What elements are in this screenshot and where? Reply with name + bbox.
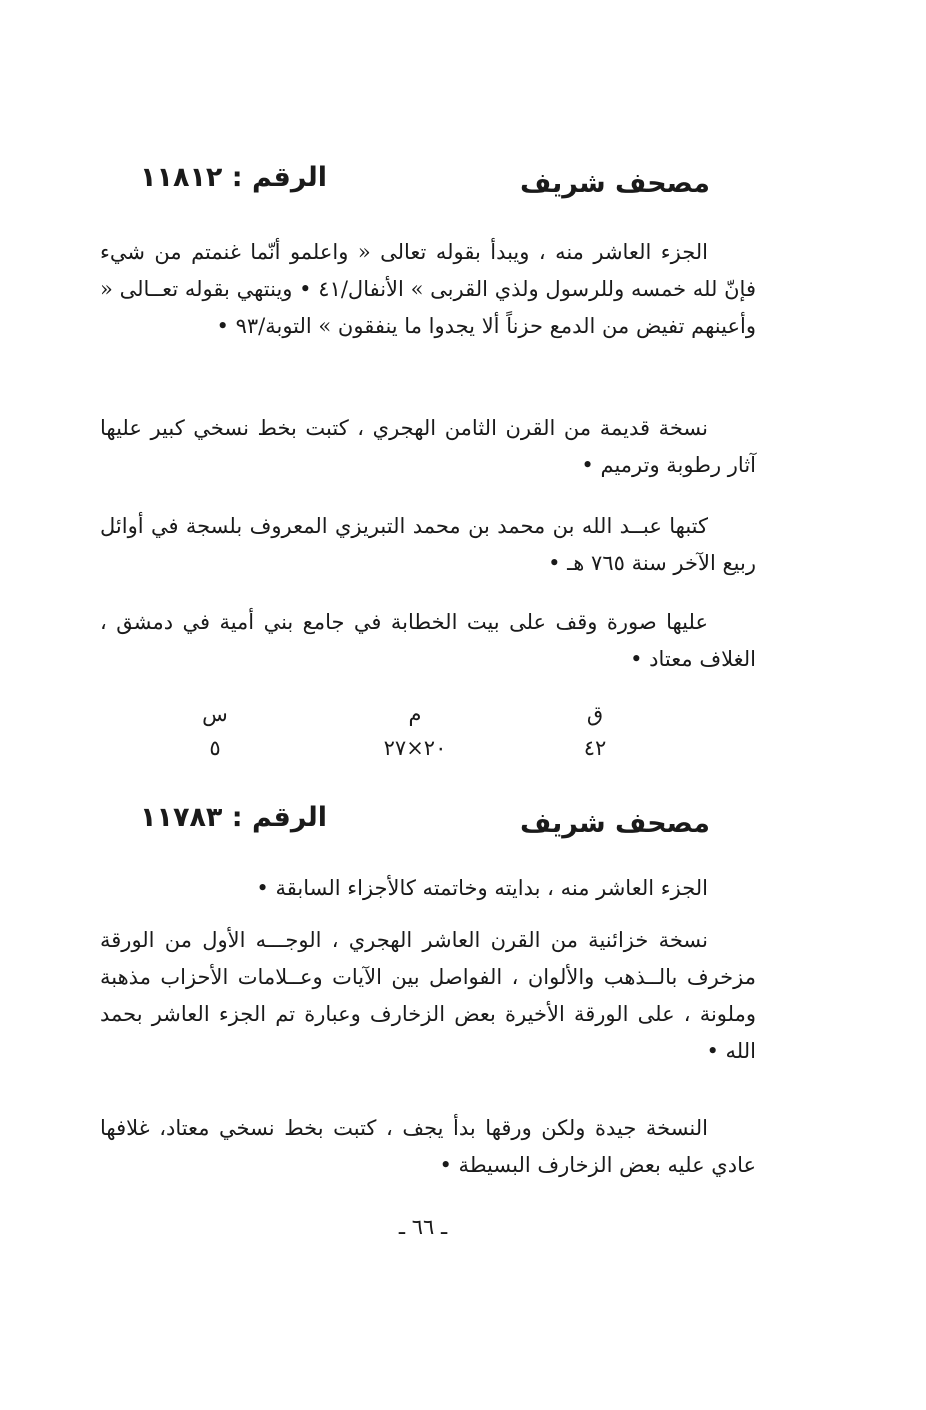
entry-1-title: مصحف شريف: [520, 168, 710, 199]
entry-2-header: [140, 802, 710, 848]
stat-q-label: ق: [586, 702, 604, 726]
entry-1-stats: [190, 702, 640, 772]
stat-m-label: م: [408, 702, 422, 726]
stat-q: [550, 702, 640, 760]
stat-s: [170, 702, 260, 760]
stat-s-value: ٥: [209, 736, 221, 760]
entry-1-paragraph-4: عليها صورة وقف على بيت الخطابة في جامع بني أمية في دمشق ، الغلاف معتاد •: [100, 610, 756, 671]
page-number: ـ ٦٦ ـ: [398, 1215, 448, 1239]
stat-q-value: ٤٢: [583, 736, 607, 760]
stat-m: [370, 702, 460, 760]
entry-2-paragraph-1: الجزء العاشر منه ، بدايته وخاتمته كالأجزاء السابقة •: [256, 876, 708, 900]
entry-2-title: مصحف شريف: [520, 808, 710, 839]
entry-1-paragraph-3: كتبها عبــد الله بن محمد بن محمد التبريزي المعروف بلسجة في أوائل ربيع الآخر سنة ٧٦٥ هـ •: [100, 514, 756, 575]
stat-s-label: س: [202, 702, 228, 726]
entry-1-number: الرقم : ١١٨١٢: [140, 162, 328, 193]
entry-1-header: [140, 162, 710, 208]
entry-1-paragraph-2: نسخة قديمة من القرن الثامن الهجري ، كتبت بخط نسخي كبير عليها آثار رطوبة وترميم •: [100, 416, 756, 477]
entry-2-number: الرقم : ١١٧٨٣: [140, 802, 328, 833]
entry-2-paragraph-3: النسخة جيدة ولكن ورقها بدأ يجف ، كتبت بخط نسخي معتاد، غلافها عادي عليه بعض الزخارف البسيطة •: [100, 1116, 756, 1177]
stat-m-value: ٢٠×٢٧: [383, 736, 447, 760]
entry-1-paragraph-1: الجزء العاشر منه ، ويبدأ بقوله تعالى « واعلمو أنّما غنمتم من شيء فإنّ لله خمسه وللرسول ولذي القربى » الأنفال/٤١ • وينتهي بقوله تعــالى « وأعينهم تفيض من الدمع حزناً ألا يجدوا ما ينفقون » التوبة/٩٣ •: [100, 240, 756, 338]
entry-2-paragraph-2: نسخة خزائنية من القرن العاشر الهجري ، الوجـــه الأول من الورقة مزخرف بالــذهب والألوان ، الفواصل بين الآيات وعــلامات الأحزاب مذهبة وملونة ، على الورقة الأخيرة بعض الزخارف وعبارة تم الجزء العاشر بحمد الله •: [100, 928, 756, 1063]
